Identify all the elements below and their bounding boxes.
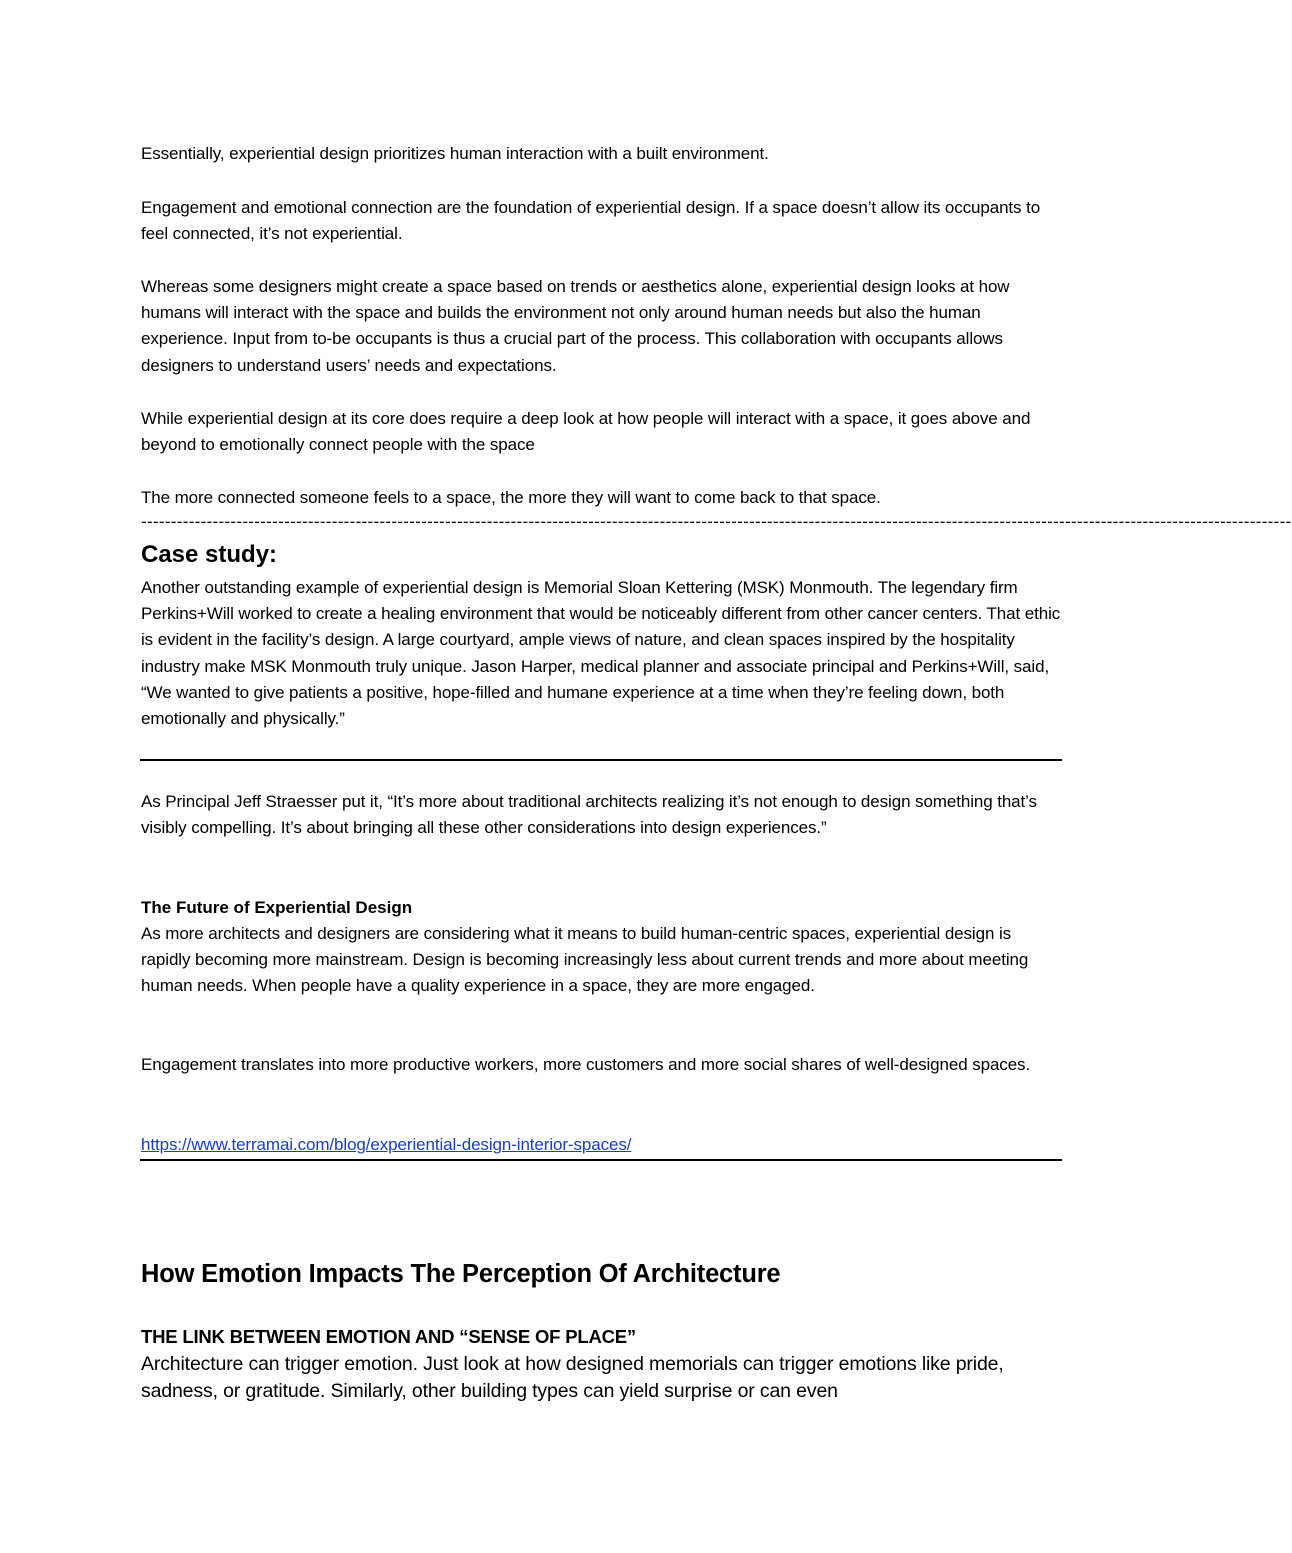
emotion-section-subheading: THE LINK BETWEEN EMOTION AND “SENSE OF PLACE” bbox=[141, 1326, 636, 1347]
intro-paragraph-4: While experiential design at its core does require a deep look at how people will interact with a space, it goes above and beyond to emotionally connect people with the space bbox=[141, 409, 1031, 455]
horizontal-rule bbox=[140, 759, 1062, 761]
case-study-body: Another outstanding example of experiential design is Memorial Sloan Kettering (MSK) Monmouth. The legendary firm Perkins+Will worked to create a healing environment that would be noticeably different from other cancer centers. That ethic is evident in the facility’s design. A large courtyard, ample views of nature, and clean spaces inspired by the hospitality industry make MSK Monmouth truly unique. Jason Harper, medical planner and associate principal and Perkins+Will, said, “We wanted to give patients a positive, hope-filled and humane experience at a time when they’re feeling down, both emotionally and physically.” bbox=[141, 578, 1061, 729]
future-section-body: As more architects and designers are considering what it means to build human-centric spaces, experiential design is rapidly becoming more mainstream. Design is becoming increasingly less about current trends and more about meeting human needs. When people have a quality experience in a space, they are more engaged. bbox=[141, 924, 1029, 996]
intro-paragraph-5: The more connected someone feels to a space, the more they will want to come back to that space. bbox=[141, 488, 881, 507]
emotion-section-body: Architecture can trigger emotion. Just look at how designed memorials can trigger emotions like pride, sadness, or gratitude. Similarly, other building types can yield surprise or can even bbox=[141, 1353, 1004, 1402]
source-link-line bbox=[141, 1132, 1061, 1158]
quote-paragraph: As Principal Jeff Straesser put it, “It’s more about traditional architects realizing it’s not enough to design something that’s visibly compelling. It’s about bringing all these other considerations into design experiences.” bbox=[141, 792, 1037, 838]
intro-paragraph-3: Whereas some designers might create a space based on trends or aesthetics alone, experiential design looks at how humans will interact with the space and builds the environment not only around human needs but also the human experience. Input from to-be occupants is thus a crucial part of the process. This collaboration with occupants allows designers to understand users’ needs and expectations. bbox=[141, 277, 1010, 375]
future-section-heading: The Future of Experiential Design bbox=[141, 898, 413, 917]
case-study-heading: Case study: bbox=[141, 541, 278, 568]
engagement-paragraph: Engagement translates into more productive workers, more customers and more social shares of well-designed spaces. bbox=[141, 1055, 1031, 1074]
intro-paragraph-1: Essentially, experiential design prioritizes human interaction with a built environment. bbox=[141, 144, 769, 163]
dashed-separator: ------------------------------------------------------------------------------------------------------------------------------------------------------------------------------------------------- bbox=[141, 512, 1292, 531]
source-link[interactable]: https://www.terramai.com/blog/experiential-design-interior-spaces/ bbox=[141, 1135, 632, 1154]
emotion-section-heading: How Emotion Impacts The Perception Of Architecture bbox=[141, 1260, 781, 1288]
horizontal-rule bbox=[140, 1159, 1062, 1161]
intro-paragraph-2: Engagement and emotional connection are the foundation of experiential design. If a space doesn’t allow its occupants to feel connected, it’s not experiential. bbox=[141, 198, 1041, 244]
